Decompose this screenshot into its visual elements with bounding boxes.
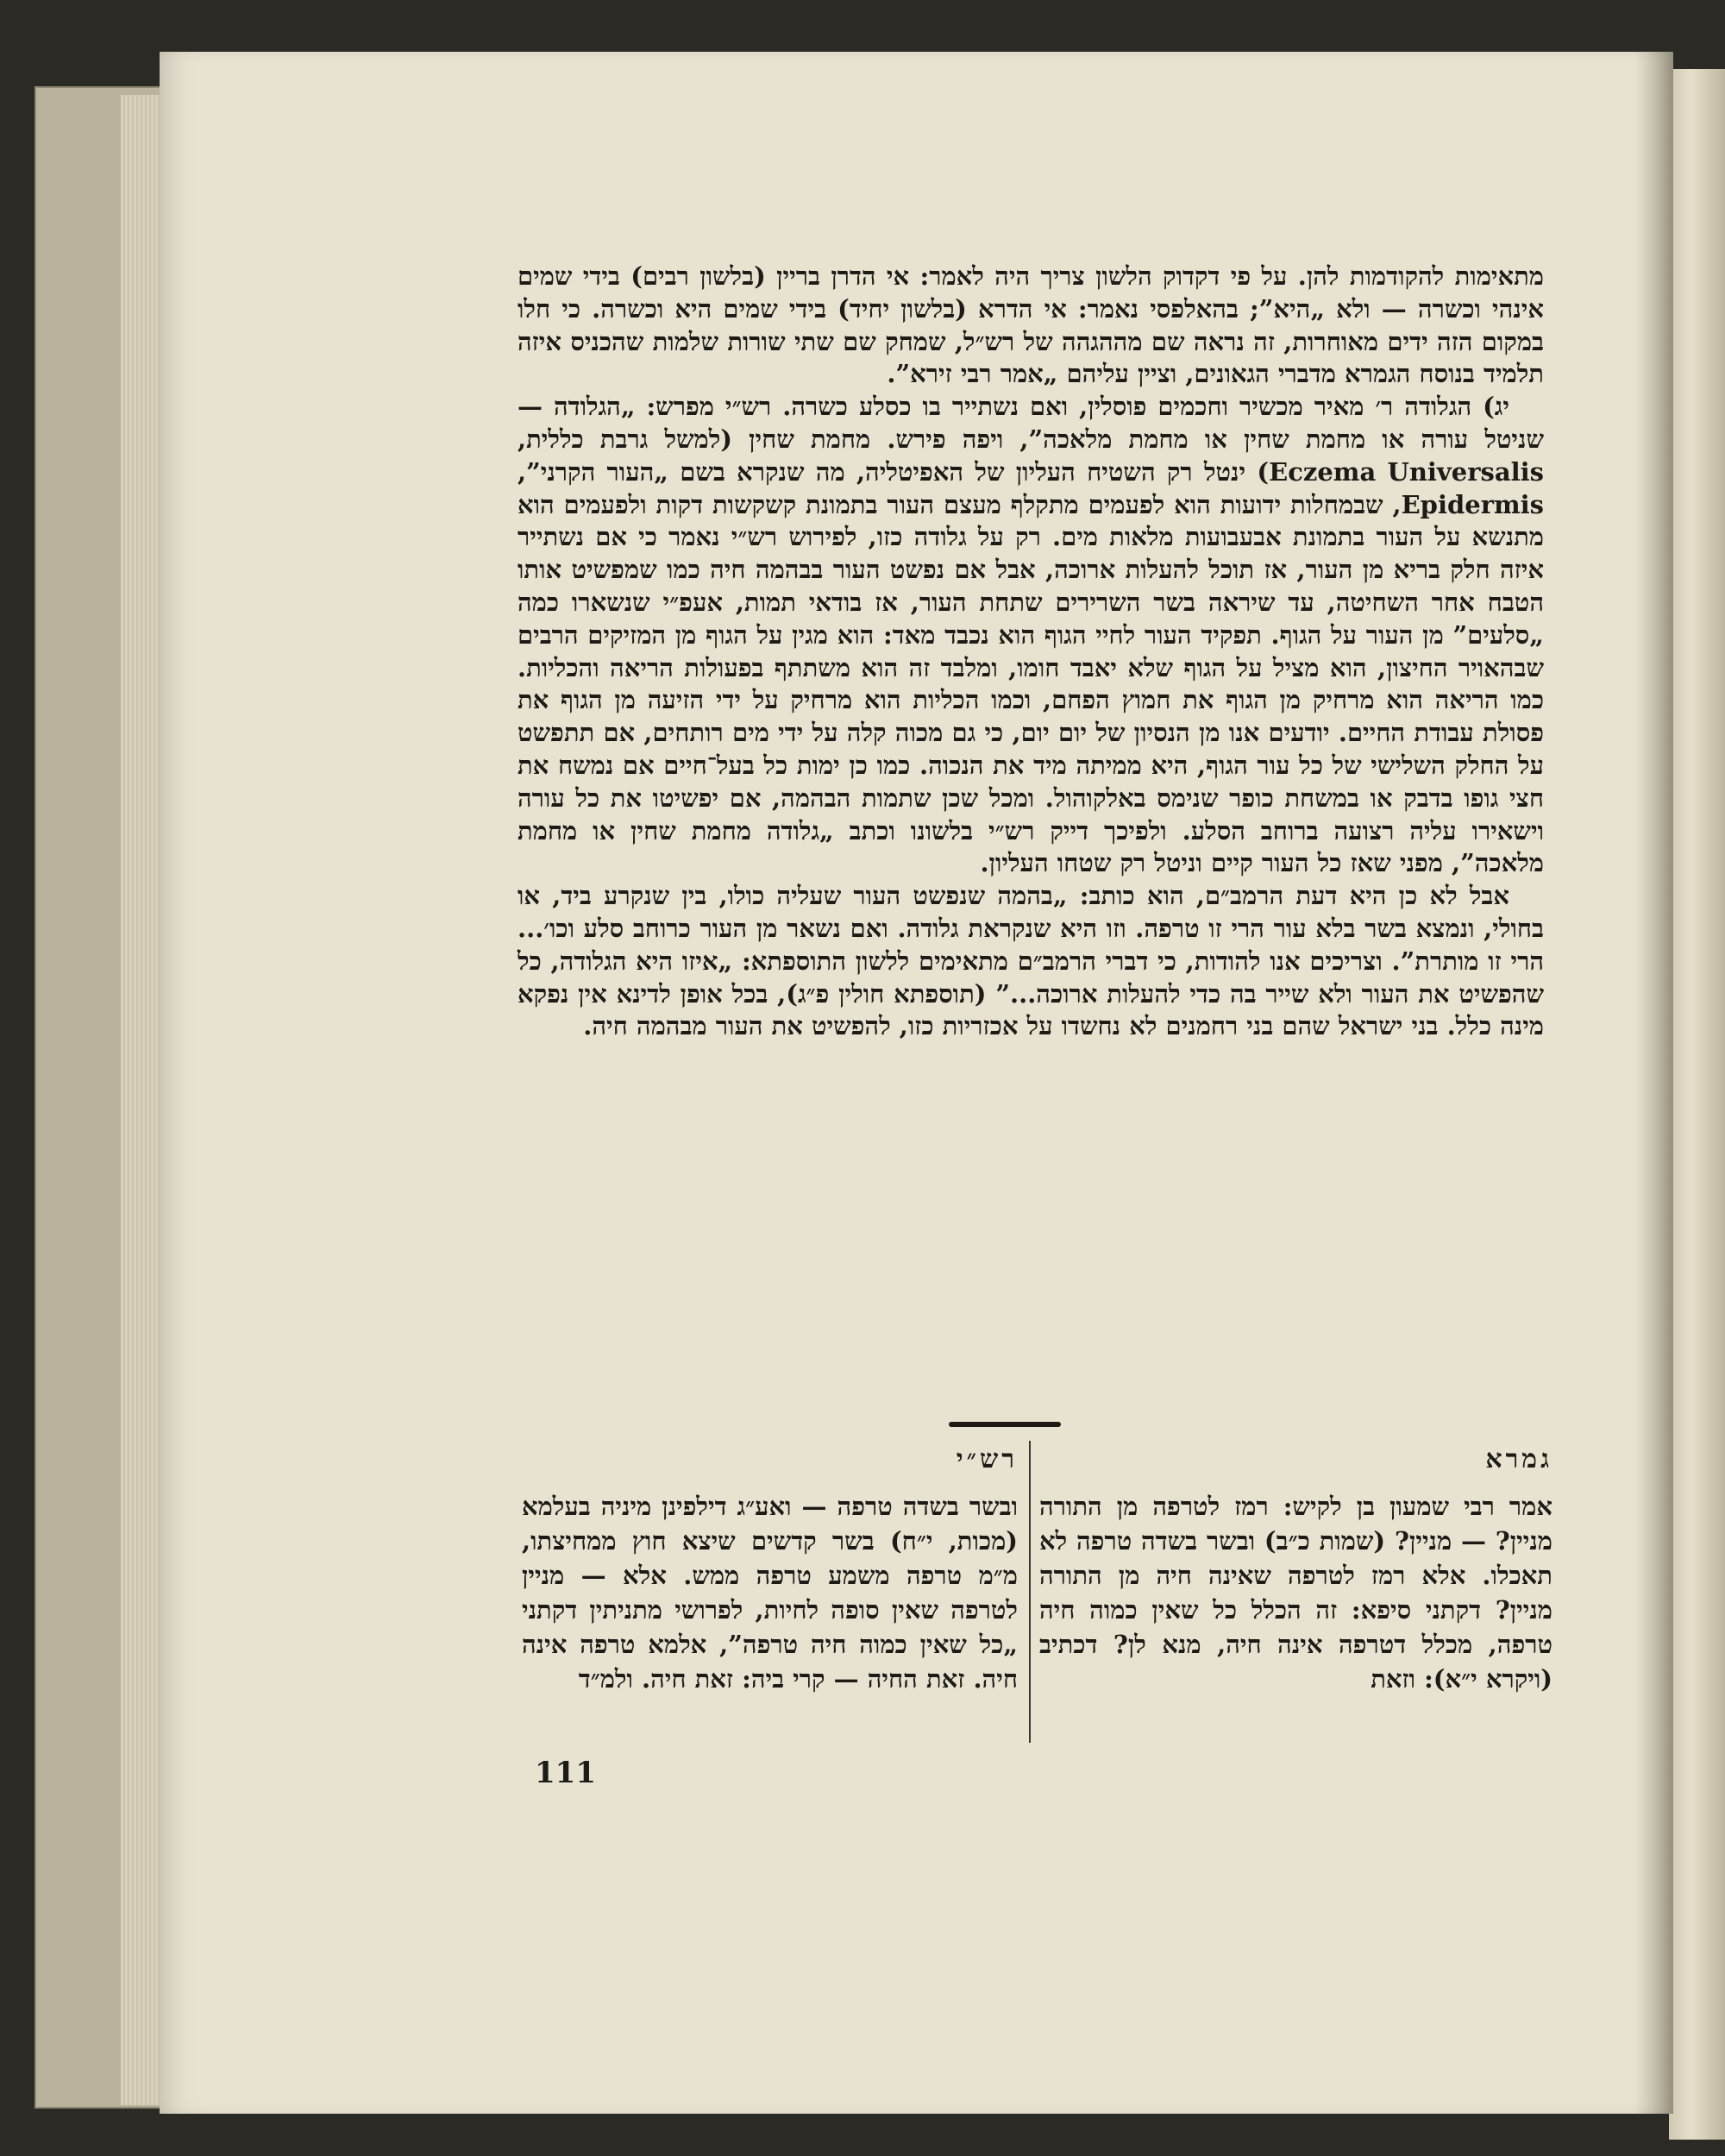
paragraph: אבל לא כן היא דעת הרמב״ם, הוא כותב: „בהמה שנפשט העור שעליה כולו, בין שנקרע ביד, או בחולי, ונמצא בשר בלא עור הרי זו טרפה. וזו היא שנקראת גלודה. ואם נשאר מן העור כרוחב סלע וכו׳... הרי זו מותרת”. וצריכים אנו להודות, כי דברי הרמב״ם מתאימים ללשון התוספתא: „איזו היא הגלודה, כל שהפשיט את העור ולא שייר בה כדי להעלות ארוכה...” (תוספתא חולין פ״ג), בכל אופן לדינא אין נפקא מינה כלל. בני ישראל שהם בני רחמנים לא נחשדו על אכזריות כזו, להפשיט את העור מבהמה חיה. (518, 881, 1544, 1041)
section-divider (949, 1422, 1061, 1427)
paragraph: מתאימות להקודמות להן. על פי דקדוק הלשון צריך היה לאמר: אי הדרן בריין (בלשון רבים) בידי שמים אינהי וכשרה — ולא „היא”; בהאלפסי נאמר: אי הדרא (בלשון יחיד) בידי שמים היא וכשרה. כי חלו במקום הזה ידים מאוחרות, זה נראה שם מההגהה של רש״ל, שמחק שם שתי שורות שלמות שהכניס איזה תלמיד בנוסח הגמרא מדברי הגאונים, וציין עליהם „אמר רבי זירא”. (518, 261, 1544, 389)
gemara-text: אמר רבי שמעון בן לקיש: רמז לטרפה מן התורה מניין? — מניין? (שמות כ״ב) ובשר בשדה טרפה לא תאכלו. אלא רמז לטרפה שאינה חיה מן התורה מניין? דקתני סיפא: זה הכלל כל שאין כמוה חיה טרפה, מכלל דטרפה אינה חיה, מנא לן? דכתיב (ויקרא י״א): וזאת (1039, 1492, 1552, 1694)
main-text (518, 261, 1544, 1043)
rashi-heading: רש״י (956, 1444, 1018, 1474)
paragraph: יג) הגלודה ר׳ מאיר מכשיר וחכמים פוסלין, ואם נשתייר בו כסלע כשרה. רש״י מפרש: „הגלודה — שניטל עורה או מחמת שחין או מחמת מלאכה”, ויפה פירש. מחמת שחין (למשל גרבת כללית, Eczema Universalis) ינטל רק השטיח העליון של האפיטליה, מה שנקרא בשם „העור הקרני”, Epidermis, שבמחלות ידועות הוא לפעמים מתקלף מעצם העור בתמונת קשקשות דקות ולפעמים הוא מתנשא על העור בתמונת אבעבועות מלאות מים. רק על גלודה כזו, לפירוש רש״י נאמר כי אם נשתייר איזה חלק בריא מן העור, אז תוכל להעלות ארוכה, אבל אם נפשט העור בבהמה חיה כמו שמפשיט אותו הטבח אחר השחיטה, עד שיראה בשר השרירים שתחת העור, אז בודאי תמות, אעפ״י שנשארו כמה „סלעים” מן העור על הגוף. תפקיד העור לחיי הגוף הוא נכבד מאד: הוא מגין על הגוף מן המזיקים הרבים שבהאויר החיצון, הוא מציל על הגוף שלא יאבד חומו, ומלבד זה הוא משתתף בפעולות הריאה והכליות. כמו הריאה הוא מרחיק מן הגוף את חמוץ הפחם, וכמו הכליות הוא מרחיק על ידי הזיעה מן הגוף את פסולת עבודת החיים. יודעים אנו מן הנסיון של יום יום, כי גם מכוה קלה על ידי מים רותחים, אם תתפשט על החלק השלישי של כל עור הגוף, היא ממיתה מיד את הנכוה. כמו כן ימות כל בעל־חיים אם נמשח את חצי גופו בדבק או במשחת כופר שנימס באלקוהול. ומכל שכן שתמות הבהמה, אם יפשיטו את כל עורה וישאירו עליה רצועה ברוחב הסלע. ולפיכך דייק רש״י בלשונו וכתב „גלודה מחמת שחין או מחמת מלאכה”, מפני שאז כל העור קיים וניטל רק שטחו העליון. (518, 392, 1544, 878)
facing-page-edge (1669, 69, 1725, 2140)
page-gutter-shadow (1634, 52, 1673, 2114)
rashi-text: ובשר בשדה טרפה — ואע״ג דילפינן מיניה בעלמא (מכות, י״ח) בשר קדשים שיצא חוץ ממחיצתו, מ״מ טרפה משמע טרפה ממש. אלא — מניין לטרפה שאין סופה לחיות, לפרושי מתניתין דקתני „כל שאין כמוה חיה טרפה”, אלמא טרפה אינה חיה. זאת החיה — קרי ביה: זאת חיה. ולמ״ד (522, 1492, 1018, 1694)
column-separator (1029, 1441, 1031, 1743)
page-number: 111 (535, 1756, 596, 1790)
rashi-column (522, 1443, 1018, 1696)
gemara-column (1039, 1443, 1552, 1696)
gemara-heading: גמרא (1485, 1444, 1552, 1474)
